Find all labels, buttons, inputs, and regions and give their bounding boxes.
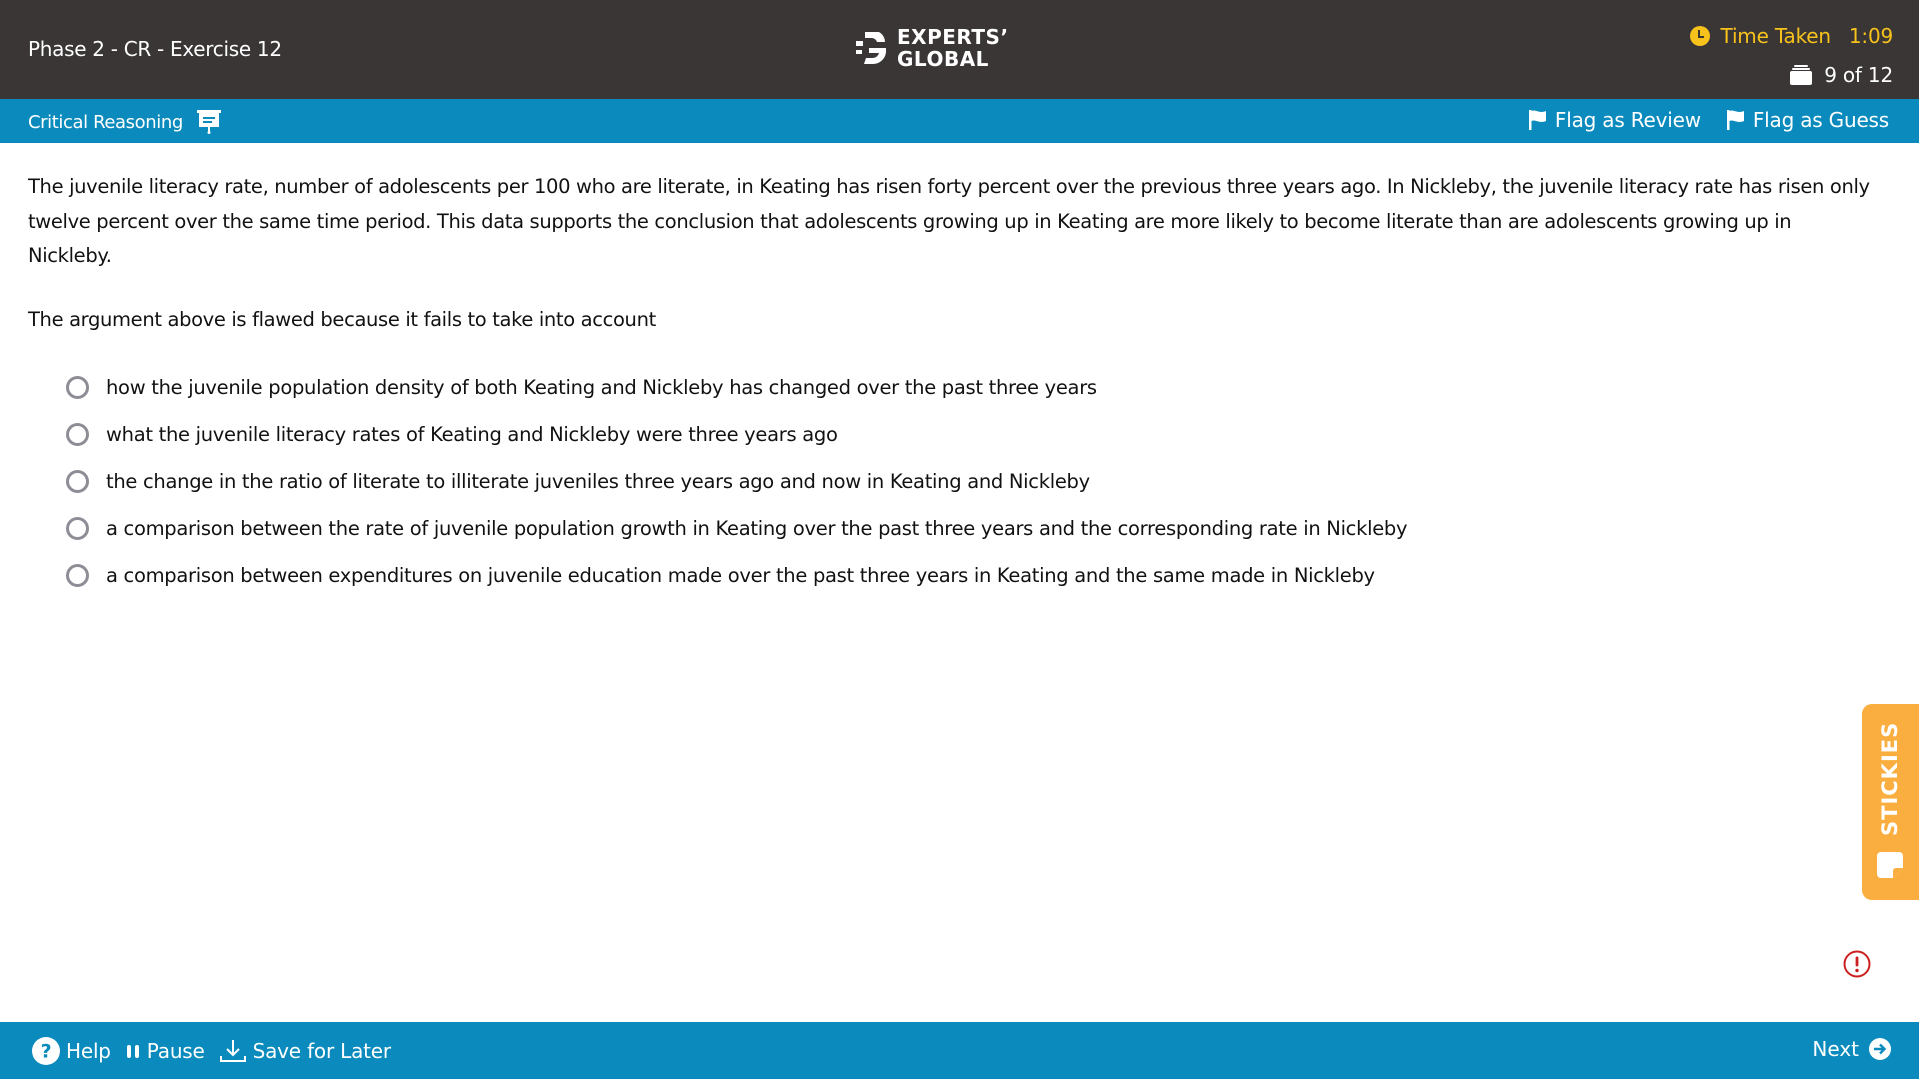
section-name: Critical Reasoning bbox=[28, 111, 183, 133]
presentation-board-icon bbox=[197, 110, 221, 134]
answer-option-c[interactable] bbox=[66, 458, 1407, 505]
option-text: what the juvenile literacy rates of Keating and Nickleby were three years ago bbox=[106, 423, 838, 446]
flag-icon bbox=[1727, 110, 1745, 130]
question-content bbox=[28, 170, 1878, 331]
section-bar bbox=[0, 99, 1919, 143]
radio-button[interactable] bbox=[66, 423, 89, 446]
experts-global-logo-icon bbox=[855, 28, 889, 68]
question-progress bbox=[1790, 63, 1893, 87]
radio-button[interactable] bbox=[66, 517, 89, 540]
logo-text bbox=[897, 26, 1009, 70]
download-icon bbox=[219, 1038, 247, 1064]
radio-button[interactable] bbox=[66, 376, 89, 399]
experts-global-logo bbox=[855, 26, 1009, 70]
question-stimulus: The juvenile literacy rate, number of adolescents per 100 who are literate, in Keating has risen forty percent over the previous three years ago. In Nickleby, the juvenile literacy rate has risen only twelve percent over the same time period. This data supports the conclusion that adolescents growing up in Keating are more likely to become literate than are adolescents growing up in Nickleby. bbox=[28, 175, 1870, 267]
top-header bbox=[0, 0, 1919, 99]
pause-icon bbox=[125, 1043, 141, 1059]
next-button[interactable] bbox=[1812, 1037, 1891, 1061]
time-taken bbox=[1689, 24, 1893, 48]
answer-option-d[interactable] bbox=[66, 505, 1407, 552]
help-button[interactable] bbox=[32, 1037, 111, 1065]
option-text: how the juvenile population density of both Keating and Nickleby has changed over the past three years bbox=[106, 376, 1097, 399]
radio-button[interactable] bbox=[66, 564, 89, 587]
save-for-later-button[interactable] bbox=[219, 1038, 391, 1064]
option-text: a comparison between expenditures on juvenile education made over the past three years in Keating and the same made in Nickleby bbox=[106, 564, 1375, 587]
clock-icon bbox=[1689, 25, 1711, 47]
report-issue-button[interactable] bbox=[1843, 950, 1871, 982]
save-for-later-label: Save for Later bbox=[252, 1039, 391, 1063]
answer-option-a[interactable] bbox=[66, 364, 1407, 411]
flag-review-label: Flag as Review bbox=[1554, 108, 1701, 132]
answer-option-e[interactable] bbox=[66, 552, 1407, 599]
stickies-label: STICKIES bbox=[1878, 721, 1902, 837]
question-stem: The argument above is flawed because it fails to take into account bbox=[28, 307, 656, 331]
exercise-title: Phase 2 - CR - Exercise 12 bbox=[28, 37, 282, 61]
time-taken-value: 1:09 bbox=[1848, 24, 1893, 48]
radio-button[interactable] bbox=[66, 470, 89, 493]
pause-label: Pause bbox=[146, 1039, 205, 1063]
answer-options bbox=[66, 364, 1407, 599]
help-label: Help bbox=[66, 1039, 111, 1063]
sticky-note-icon bbox=[1877, 852, 1903, 878]
help-icon bbox=[32, 1037, 60, 1065]
footer-left-controls bbox=[32, 1037, 405, 1065]
logo-line-1: EXPERTS’ bbox=[897, 25, 1009, 49]
alert-circle-icon bbox=[1843, 950, 1871, 978]
flag-controls bbox=[1529, 108, 1889, 132]
section-label bbox=[28, 110, 221, 134]
arrow-right-circle-icon bbox=[1869, 1038, 1891, 1060]
flag-as-review-button[interactable] bbox=[1529, 108, 1701, 132]
flag-as-guess-button[interactable] bbox=[1727, 108, 1889, 132]
time-taken-label: Time Taken bbox=[1720, 24, 1831, 48]
option-text: the change in the ratio of literate to illiterate juveniles three years ago and now in Keating and Nickleby bbox=[106, 470, 1090, 493]
stickies-tab[interactable] bbox=[1862, 704, 1919, 900]
next-label: Next bbox=[1812, 1037, 1859, 1061]
logo-line-2: GLOBAL bbox=[897, 47, 989, 71]
progress-text: 9 of 12 bbox=[1824, 63, 1893, 87]
footer-bar bbox=[0, 1022, 1919, 1079]
option-text: a comparison between the rate of juvenile population growth in Keating over the past three years and the corresponding rate in Nickleby bbox=[106, 517, 1408, 540]
svg-text:?: ? bbox=[40, 1040, 52, 1063]
answer-option-b[interactable] bbox=[66, 411, 1407, 458]
stack-icon bbox=[1790, 65, 1812, 85]
flag-icon bbox=[1529, 110, 1547, 130]
flag-guess-label: Flag as Guess bbox=[1752, 108, 1889, 132]
pause-button[interactable] bbox=[125, 1039, 205, 1063]
